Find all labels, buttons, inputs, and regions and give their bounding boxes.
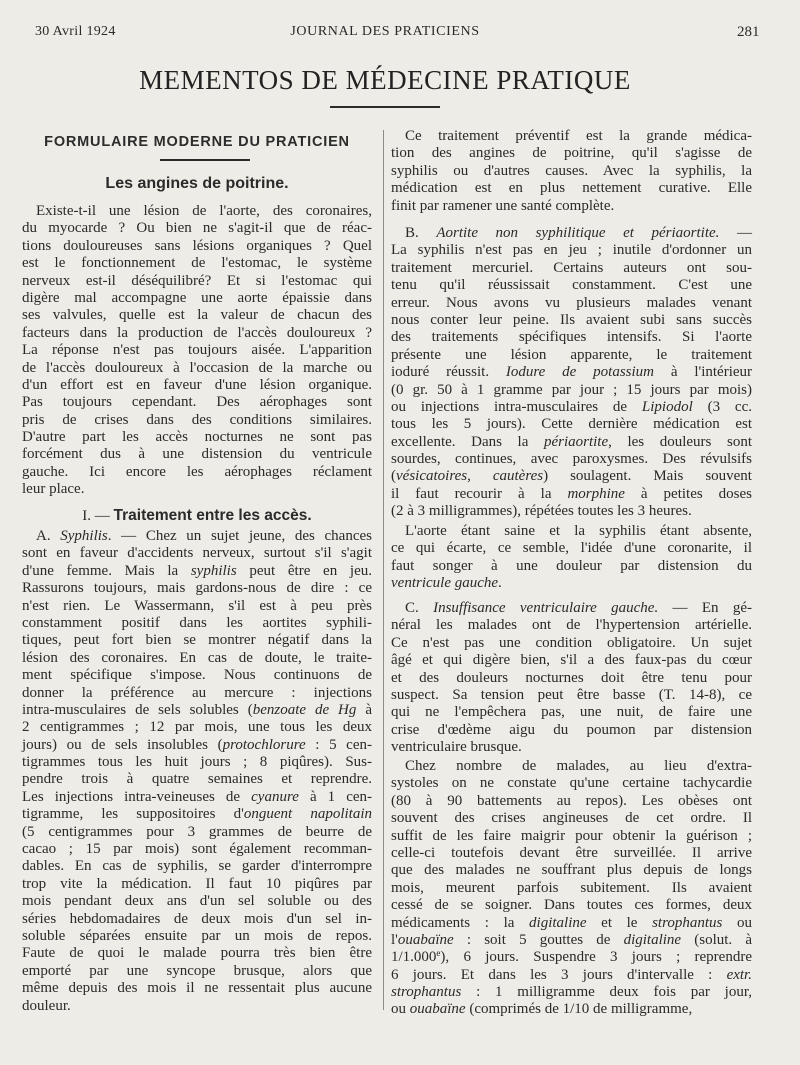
text-line <box>22 824 372 841</box>
paragraph <box>22 528 372 1015</box>
text-line <box>22 667 372 684</box>
text-line <box>22 325 372 342</box>
text-line <box>22 446 372 463</box>
text-line <box>391 329 752 346</box>
italic-text: périaortite <box>543 433 609 450</box>
text-segment: constamment positif dans les aortites syphili- <box>22 614 372 631</box>
text-line <box>391 1001 752 1018</box>
text-line <box>22 876 372 893</box>
text-segment: tion des angines de poitrine, qu'il s'agisse de <box>391 145 752 162</box>
text-line <box>22 307 372 324</box>
italic-text: benzoate de Hg <box>252 701 357 718</box>
text-segment: ce qui écarte, ce semble, l'idée d'une coronarite, il <box>391 540 752 557</box>
journal-name: JOURNAL DES PRATICIENS <box>290 24 480 39</box>
left-column <box>22 0 372 1065</box>
paragraph <box>391 225 752 521</box>
section-underline <box>160 159 250 161</box>
text-segment: douleur. <box>22 997 71 1014</box>
text-segment: C. <box>405 600 434 616</box>
text-segment: celle-ci toutefois devant être surveillée. Il arrive <box>391 844 752 861</box>
italic-text: Lipiodol <box>641 398 693 415</box>
text-line <box>22 238 372 255</box>
text-segment: tigramme, les suppositoires d' <box>22 806 244 823</box>
paragraph <box>391 523 752 593</box>
text-segment: et le <box>586 914 653 931</box>
text-line <box>22 464 372 481</box>
text-segment: : 5 cen- <box>305 736 372 753</box>
text-line <box>391 163 752 180</box>
text-line <box>22 789 372 806</box>
text-segment: (80 à 90 battements au repos). Les obèses ont <box>391 792 752 809</box>
text-segment: ventriculaire brusque. <box>391 739 522 756</box>
paragraph <box>391 128 752 215</box>
italic-text: Syphilis <box>60 528 108 544</box>
text-segment: (3 cc. <box>692 398 752 415</box>
text-line <box>391 399 752 416</box>
text-segment: digère mal accompagne une aorte épaissie dans <box>22 289 372 306</box>
text-line <box>391 915 752 932</box>
text-segment: La syphilis n'est pas en jeu ; inutile d'ordonner un <box>391 242 752 259</box>
text-segment: d'une femme. Mais la <box>22 562 191 579</box>
text-segment: tiques, peut fort bien se montrer négatif dans la <box>22 632 372 649</box>
text-segment: (2 à 3 milligrammes), répétées toutes les 3 heures. <box>391 503 692 520</box>
text-segment: peut être en jeu. <box>236 562 372 579</box>
text-segment: facteurs dans la production de l'accès douloureux ? <box>22 324 372 341</box>
text-segment: 2 centigrammes ; 12 par mois, une tous les deux <box>22 719 372 736</box>
text-segment: faut songer à une douleur par distension du <box>391 557 752 574</box>
text-line <box>391 949 752 966</box>
text-segment: syphilis ou d'autres causes. Avec la syphilis, la <box>391 162 752 179</box>
text-line <box>391 897 752 914</box>
text-line <box>22 945 372 962</box>
text-line <box>391 128 752 145</box>
italic-text: Insuffisance ventriculaire gauche. <box>433 600 659 616</box>
text-segment: tenu qu'il réussissait constamment. C'est une <box>391 277 752 294</box>
italic-text: digitaline <box>623 931 682 948</box>
text-segment: Chez nombre de malades, au lieu d'extra- <box>405 758 752 774</box>
text-line <box>22 685 372 702</box>
text-segment: Pas toujours cependant. Des aérophages sont <box>22 394 372 411</box>
text-segment: ), 6 jours. Suspendre 3 jours ; reprendre <box>440 949 752 966</box>
text-line <box>391 347 752 364</box>
text-line <box>22 928 372 945</box>
text-segment: séries hebdomadaires de deux mois d'un sel in- <box>22 910 372 927</box>
text-segment: cacao ; 15 par mois) sont également recomman- <box>22 841 372 858</box>
text-segment: nous conter leur peine. Ils avaient subi sans succès <box>391 311 752 328</box>
text-segment: I. — <box>82 508 114 524</box>
text-segment: trop vite la médication. Il faut 10 piqûres par <box>22 875 372 892</box>
text-segment: : 1 milligramme deux fois par jour, <box>461 984 752 1001</box>
text-line <box>22 563 372 580</box>
text-segment: et des douleurs nocturnes doit être tenu pour <box>391 669 752 686</box>
text-line <box>22 203 372 220</box>
text-segment: . <box>498 575 502 592</box>
italic-text: morphine <box>567 485 625 502</box>
text-line <box>22 893 372 910</box>
text-segment: jours) ou de sels insolubles ( <box>22 736 223 753</box>
text-segment: est le fonctionnement de l'estomac, le système <box>22 255 372 272</box>
text-line <box>391 312 752 329</box>
text-line <box>22 255 372 272</box>
text-line <box>22 528 372 545</box>
text-line <box>22 598 372 615</box>
text-line <box>391 575 752 592</box>
text-line <box>22 858 372 875</box>
text-segment: L'aorte étant saine et la syphilis étant absente, <box>405 523 752 539</box>
text-segment: tions douloureuses sans lésions organiques ? Quel <box>22 237 372 254</box>
text-line <box>391 416 752 433</box>
italic-text: onguent napolitain <box>243 806 373 823</box>
text-line <box>391 880 752 897</box>
italic-text: cyanure <box>251 788 299 805</box>
text-segment: finit par ramener une santé complète. <box>391 197 615 214</box>
text-segment: ou <box>391 1001 410 1018</box>
text-segment: traitement mercuriel. Certains auteurs ont sou- <box>391 259 752 276</box>
text-segment: ( <box>391 468 396 485</box>
superscript-text: e <box>436 948 441 959</box>
text-line <box>391 758 752 775</box>
italic-text: protochlorure <box>222 736 306 753</box>
text-segment: ioduré réussit. <box>391 364 506 381</box>
text-segment: à l'intérieur <box>654 364 753 381</box>
text-line <box>22 702 372 719</box>
text-line <box>22 754 372 771</box>
text-segment: leur place. <box>22 481 85 498</box>
text-segment: ou <box>722 914 753 931</box>
text-segment: d'un effort est en faveur d'une lésion organique. <box>22 376 372 393</box>
text-line <box>391 145 752 162</box>
text-line <box>391 670 752 687</box>
text-segment: âgé et qui digère bien, s'il a des faux-pas du cœur <box>391 652 752 669</box>
text-segment: Ce traitement préventif est la grande médica- <box>405 128 752 144</box>
text-segment: que des malades ne souffrant plus depuis de longs <box>391 862 752 879</box>
text-segment: sont en faveur d'accidents nerveux, surtout s'il s'agit <box>22 545 372 562</box>
text-segment: sourdes, continues, avec paroxysmes. Des révulsifs <box>391 451 752 468</box>
text-segment: excellente. Dans la <box>391 433 544 450</box>
text-segment: médication est en plus nettement curative. Elle <box>391 180 752 197</box>
text-line <box>391 810 752 827</box>
text-line <box>391 242 752 259</box>
text-segment: néral les malades ont de l'hypertension artérielle. <box>391 617 752 634</box>
italic-text: digitaline <box>529 914 587 931</box>
text-segment: A. <box>36 528 61 544</box>
text-segment: mois pendant deux ans d'un sel soluble ou des <box>22 893 372 910</box>
text-segment: Les injections intra-veineuses de <box>22 788 252 805</box>
text-segment: cessé de se soigner. Dans toutes ces formes, deux <box>391 897 752 914</box>
text-segment: B. <box>405 225 437 241</box>
text-line <box>22 377 372 394</box>
text-line <box>391 828 752 845</box>
text-line <box>391 967 752 984</box>
text-segment: n'est rien. Le Wassermann, s'il est à peu près <box>22 597 372 614</box>
paragraph <box>391 600 752 757</box>
text-segment: systoles on ne constate qu'une certaine tachycardie <box>391 775 752 792</box>
text-line <box>22 580 372 597</box>
text-segment: ) soulagent. Mais souvent <box>543 468 752 485</box>
text-segment: à petites doses <box>624 485 752 502</box>
text-segment: Existe-t-il une lésion de l'aorte, des coronaires, <box>36 203 372 219</box>
column-divider <box>383 130 384 1010</box>
text-line <box>22 650 372 667</box>
text-segment: D'autre part les accès nocturnes ne sont pas <box>22 429 372 446</box>
text-line <box>391 180 752 197</box>
text-segment: La réponse n'est pas toujours aisée. L'apparition <box>22 342 372 359</box>
text-line <box>391 260 752 277</box>
text-segment: souvent des crises angineuses de cet ordre. Il <box>391 810 752 827</box>
italic-text: ouabaïne <box>409 1001 466 1018</box>
text-line <box>22 841 372 858</box>
text-line <box>391 600 752 617</box>
text-line <box>391 225 752 242</box>
text-segment: il faut recourir à la <box>391 485 568 502</box>
text-segment: de l'accès douloureux à l'occasion de la marche ou <box>22 359 372 376</box>
text-segment: crise d'œdème aigu du poumon par distension <box>391 721 752 738</box>
text-line <box>22 342 372 359</box>
text-line <box>391 984 752 1001</box>
text-segment: l' <box>391 931 398 948</box>
text-line <box>22 545 372 562</box>
text-line <box>391 704 752 721</box>
text-segment: mois, meurent parfois subitement. Ils avaient <box>391 879 752 896</box>
text-segment: — <box>719 225 752 241</box>
text-line <box>391 617 752 634</box>
text-line <box>391 793 752 810</box>
text-line <box>391 775 752 792</box>
text-segment: erreur. Nous avons vu plusieurs malades venant <box>391 294 752 311</box>
text-segment: à 1 cen- <box>298 788 372 805</box>
text-line <box>22 911 372 928</box>
italic-text: strophantus <box>652 914 723 931</box>
text-segment: ses valvules, quelle est la valeur de chacun des <box>22 307 372 324</box>
text-line <box>391 845 752 862</box>
section-title: FORMULAIRE MODERNE DU PRATICIEN <box>44 134 350 150</box>
text-line <box>391 198 752 215</box>
text-line <box>391 364 752 381</box>
text-segment: emporté par une syncope brusque, alors que <box>22 962 372 979</box>
text-segment: des traitements spécifiques intensifs. Si l'aorte <box>391 329 752 346</box>
page-title: MEMENTOS DE MÉDECINE PRATIQUE <box>139 65 631 95</box>
text-line <box>22 737 372 754</box>
text-line <box>22 360 372 377</box>
text-line <box>391 523 752 540</box>
text-segment: tigrammes tous les huit jours ; 8 piqûres). Sus- <box>22 754 372 771</box>
right-column <box>391 0 752 1065</box>
text-line <box>391 486 752 503</box>
text-line <box>22 273 372 290</box>
text-segment: gauche. Ici encore les aérophages réclament <box>22 463 372 480</box>
text-segment: 6 jours. Et dans les 3 jours d'intervalle : <box>391 966 727 983</box>
italic-text: ouabaïne <box>397 931 454 948</box>
text-line <box>22 220 372 237</box>
text-segment: même depuis des mois il ne ressentait plus aucune <box>22 980 372 997</box>
text-segment: : soit 5 gouttes de <box>453 931 624 948</box>
text-segment: soluble séparées ensuite par un mois de repos. <box>22 927 372 944</box>
text-segment: nerveux est-il déséquilibré? Et si l'estomac qui <box>22 272 372 289</box>
text-line <box>22 412 372 429</box>
italic-text: Iodure de potassium <box>505 364 655 381</box>
italic-text: extr. <box>726 966 752 983</box>
text-line <box>391 540 752 557</box>
text-segment: intra-musculaires de sels solubles ( <box>22 701 253 718</box>
text-segment: . — Chez un sujet jeune, des chances <box>107 528 372 544</box>
text-line <box>391 434 752 451</box>
page-number: 281 <box>737 24 760 40</box>
text-segment: forcément dus à une distension du ventricule <box>22 446 372 463</box>
italic-text: syphilis <box>190 562 237 579</box>
text-line <box>391 652 752 669</box>
text-segment: — En gé- <box>658 600 752 616</box>
text-line <box>22 481 372 498</box>
text-segment: suffit de les faire maigrir pour obtenir la guérison ; <box>391 827 752 844</box>
italic-text: Aortite non syphilitique et périaortite. <box>436 225 720 241</box>
text-line <box>391 277 752 294</box>
text-line <box>391 722 752 739</box>
text-line <box>22 615 372 632</box>
text-segment: (0 gr. 50 à 1 gramme par jour ; 15 jours par mois) <box>391 381 752 398</box>
text-segment: (comprimés de 1/10 de milligramme, <box>465 1001 693 1018</box>
text-line <box>22 290 372 307</box>
text-segment: à <box>356 701 372 718</box>
text-line <box>22 998 372 1015</box>
text-line <box>22 429 372 446</box>
text-segment: (5 centigrammes pour 3 grammes de beurre de <box>22 823 372 840</box>
issue-date: 30 Avril 1924 <box>35 24 116 39</box>
paragraph <box>22 203 372 499</box>
text-segment: , les douleurs sont <box>608 433 752 450</box>
text-line <box>22 806 372 823</box>
text-segment: (solut. à <box>681 931 753 948</box>
text-line <box>22 719 372 736</box>
text-segment: médicaments : la <box>391 914 530 931</box>
text-segment: donner la préférence au mercure : injections <box>22 684 372 701</box>
text-line <box>22 963 372 980</box>
text-line <box>391 295 752 312</box>
text-segment: 1/1.000 <box>391 949 437 966</box>
text-line <box>22 980 372 997</box>
text-line <box>391 635 752 652</box>
text-segment: ment spécifique s'impose. Nous continuons de <box>22 667 372 684</box>
text-line <box>391 932 752 949</box>
bold-heading-text: Traitement entre les accès. <box>113 507 312 524</box>
text-segment: dables. En cas de syphilis, se garder d'interrompre <box>22 858 372 875</box>
italic-text: ventricule gauche <box>391 575 499 592</box>
text-segment: lésion des coronaires. En cas de doute, le traite- <box>22 649 372 666</box>
text-line <box>391 382 752 399</box>
paragraph <box>391 758 752 1019</box>
text-segment: Ce n'est pas une condition obligatoire. Un sujet <box>391 634 752 651</box>
text-line <box>391 451 752 468</box>
text-segment: du myocarde ? Ou bien ne s'agit-il que de réac- <box>22 220 372 237</box>
text-line <box>391 468 752 485</box>
text-line <box>391 739 752 756</box>
text-line <box>22 632 372 649</box>
text-segment: Rassurons toujours, mais gardons-nous de dire : ce <box>22 580 372 597</box>
text-segment: pris de crises dans des conditions similaires. <box>22 411 372 428</box>
text-segment: Faute de quoi le malade pourra très bien être <box>22 945 372 962</box>
italic-text: strophantus <box>391 984 462 1001</box>
text-segment: présente une lésion apparente, le traitement <box>391 346 752 363</box>
article-subtitle: Les angines de poitrine. <box>105 175 289 192</box>
text-line <box>391 558 752 575</box>
italic-text: vésicatoires, cautères <box>396 468 544 485</box>
text-line <box>391 503 752 520</box>
text-segment: suspect. Sa tension peut être basse (T. 14-8), ce <box>391 686 752 703</box>
text-line <box>22 771 372 788</box>
text-segment: pendre trois à quatre semaines et reprendre. <box>22 771 372 788</box>
text-line <box>391 687 752 704</box>
text-segment: ou injections intra-musculaires de <box>391 398 642 415</box>
text-line <box>22 394 372 411</box>
section-heading <box>22 507 372 525</box>
text-segment: qui ne l'empêchera pas, une nuit, de faire une <box>391 704 752 721</box>
text-segment: tous les 5 jours). Cette dernière médication est <box>391 416 752 433</box>
text-line <box>391 862 752 879</box>
